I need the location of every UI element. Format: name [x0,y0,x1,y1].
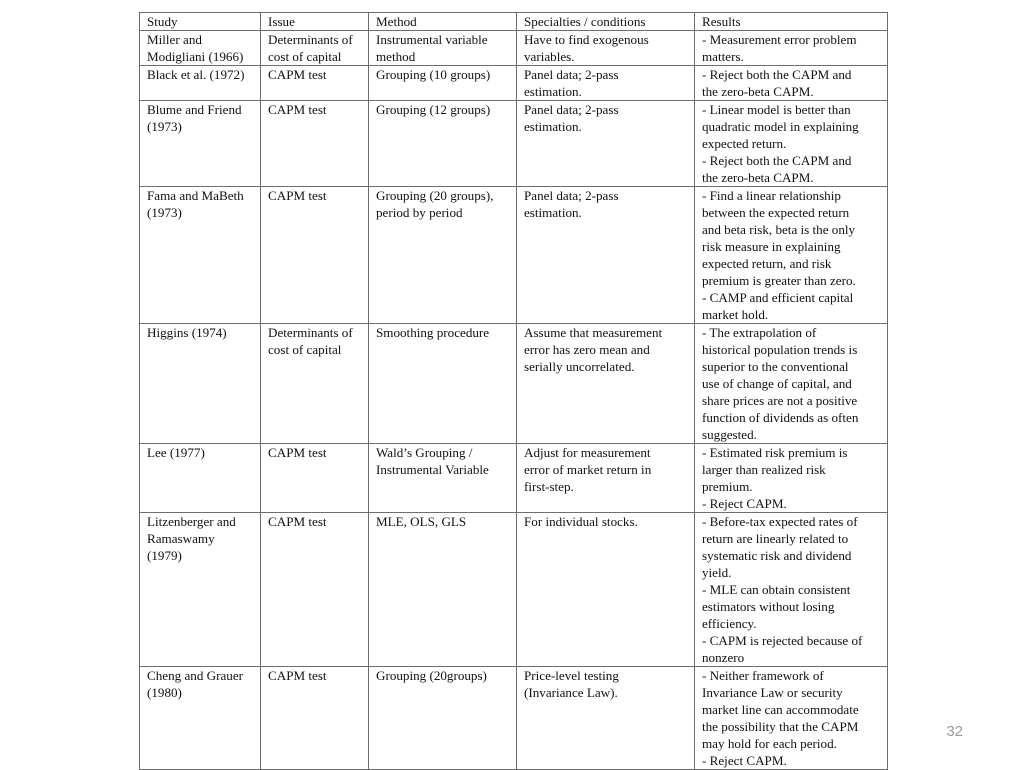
cell-conditions [517,324,695,444]
cell-study [140,667,261,770]
cell-study [140,101,261,187]
table-row [140,31,888,66]
conditions-text-line: Panel data; 2-pass [524,102,619,117]
results-text-line: - Measurement error problem [702,32,857,47]
issue-text-line: Determinants of [268,325,353,340]
results-text-line: superior to the conventional [702,359,849,374]
study-text-line: (1973) [147,205,182,220]
cell-conditions [517,31,695,66]
study-text-line: Blume and Friend [147,102,242,117]
cell-issue [261,324,369,444]
method-text-line: method [376,49,416,64]
cell-method [369,324,517,444]
conditions-text-line: (Invariance Law). [524,685,618,700]
method-text-line: Grouping (20groups) [376,668,487,683]
cell-study [140,187,261,324]
study-text-line: (1979) [147,548,182,563]
cell-issue [261,667,369,770]
method-text-line: Instrumental Variable [376,462,489,477]
issue-text-line: CAPM test [268,67,327,82]
conditions-text-line: error of market return in [524,462,652,477]
issue-text-line: CAPM test [268,445,327,460]
table-row [140,187,888,324]
conditions-text-line: estimation. [524,205,582,220]
table-header-row [140,13,888,31]
results-text-line: yield. [702,565,732,580]
table-row [140,444,888,513]
results-text-line: - CAPM is rejected because of [702,633,863,648]
conditions-text-line: Price-level testing [524,668,619,683]
cell-method [369,66,517,101]
study-text-line: Miller and [147,32,202,47]
results-text-line: historical population trends is [702,342,858,357]
conditions-text-line: error has zero mean and [524,342,650,357]
study-text-line: (1973) [147,119,182,134]
results-text-line: market line can accommodate [702,702,859,717]
study-text-line: Modigliani (1966) [147,49,244,64]
method-text-line: Instrumental variable [376,32,488,47]
cell-conditions [517,444,695,513]
results-text-line: risk measure in explaining [702,239,841,254]
results-text-line: may hold for each period. [702,736,837,751]
cell-conditions [517,667,695,770]
cell-issue [261,187,369,324]
header-results: Results [695,13,888,31]
results-text-line: nonzero [702,650,745,665]
table-row [140,66,888,101]
issue-text-line: Determinants of [268,32,353,47]
conditions-text-line: estimation. [524,119,582,134]
results-text-line: Invariance Law or security [702,685,843,700]
results-text-line: the zero-beta CAPM. [702,170,814,185]
table-body [140,31,888,770]
cell-method [369,513,517,667]
cell-results [695,444,888,513]
results-text-line: - Estimated risk premium is [702,445,848,460]
study-text-line: Ramaswamy [147,531,215,546]
results-text-line: premium is greater than zero. [702,273,856,288]
cell-results [695,187,888,324]
issue-text-line: CAPM test [268,668,327,683]
page-number: 32 [946,723,963,740]
header-study: Study [140,13,261,31]
cell-issue [261,444,369,513]
results-text-line: estimators without losing [702,599,835,614]
results-text-line: - Reject CAPM. [702,753,787,768]
results-text-line: - Before-tax expected rates of [702,514,858,529]
method-text-line: Wald’s Grouping / [376,445,473,460]
conditions-text-line: Panel data; 2-pass [524,67,619,82]
header-method: Method [369,13,517,31]
issue-text-line: cost of capital [268,342,342,357]
header-issue: Issue [261,13,369,31]
results-text-line: - MLE can obtain consistent [702,582,851,597]
results-text-line: - Reject both the CAPM and [702,153,852,168]
cell-study [140,66,261,101]
results-text-line: - Neither framework of [702,668,824,683]
study-text-line: Higgins (1974) [147,325,227,340]
results-text-line: the possibility that the CAPM [702,719,859,734]
results-text-line: use of change of capital, and [702,376,852,391]
study-text-line: Fama and MaBeth [147,188,244,203]
results-text-line: - Find a linear relationship [702,188,841,203]
results-text-line: - Reject both the CAPM and [702,67,852,82]
issue-text-line: CAPM test [268,102,327,117]
results-text-line: the zero-beta CAPM. [702,84,814,99]
cell-results [695,667,888,770]
results-text-line: premium. [702,479,753,494]
cell-issue [261,513,369,667]
cell-method [369,444,517,513]
method-text-line: Grouping (10 groups) [376,67,491,82]
method-text-line: Grouping (20 groups), [376,188,494,203]
results-text-line: expected return, and risk [702,256,832,271]
issue-text-line: CAPM test [268,514,327,529]
results-text-line: - CAMP and efficient capital [702,290,854,305]
results-text-line: - The extrapolation of [702,325,817,340]
results-text-line: and beta risk, beta is the only [702,222,856,237]
table-row [140,667,888,770]
results-text-line: larger than realized risk [702,462,826,477]
results-text-line: share prices are not a positive [702,393,858,408]
conditions-text-line: estimation. [524,84,582,99]
method-text-line: period by period [376,205,463,220]
cell-method [369,31,517,66]
results-text-line: suggested. [702,427,757,442]
literature-table-container [139,12,887,770]
cell-study [140,31,261,66]
cell-conditions [517,101,695,187]
cell-results [695,324,888,444]
cell-results [695,513,888,667]
cell-results [695,101,888,187]
results-text-line: - Linear model is better than [702,102,851,117]
method-text-line: Smoothing procedure [376,325,490,340]
cell-study [140,513,261,667]
cell-conditions [517,66,695,101]
literature-review-table [139,12,888,770]
cell-method [369,101,517,187]
cell-method [369,667,517,770]
conditions-text-line: first-step. [524,479,574,494]
results-text-line: function of dividends as often [702,410,859,425]
cell-results [695,66,888,101]
conditions-text-line: serially uncorrelated. [524,359,635,374]
study-text-line: Lee (1977) [147,445,205,460]
issue-text-line: cost of capital [268,49,342,64]
table-row [140,513,888,667]
conditions-text-line: variables. [524,49,575,64]
cell-method [369,187,517,324]
conditions-text-line: Assume that measurement [524,325,663,340]
conditions-text-line: Panel data; 2-pass [524,188,619,203]
cell-conditions [517,187,695,324]
results-text-line: systematic risk and dividend [702,548,852,563]
results-text-line: market hold. [702,307,769,322]
results-text-line: quadratic model in explaining [702,119,859,134]
results-text-line: - Reject CAPM. [702,496,787,511]
results-text-line: efficiency. [702,616,757,631]
issue-text-line: CAPM test [268,188,327,203]
cell-study [140,324,261,444]
results-text-line: between the expected return [702,205,850,220]
study-text-line: Litzenberger and [147,514,236,529]
cell-conditions [517,513,695,667]
cell-results [695,31,888,66]
method-text-line: Grouping (12 groups) [376,102,491,117]
results-text-line: matters. [702,49,744,64]
results-text-line: expected return. [702,136,787,151]
conditions-text-line: For individual stocks. [524,514,638,529]
cell-study [140,444,261,513]
study-text-line: Cheng and Grauer [147,668,243,683]
conditions-text-line: Have to find exogenous [524,32,649,47]
table-row [140,101,888,187]
cell-issue [261,31,369,66]
study-text-line: (1980) [147,685,182,700]
study-text-line: Black et al. (1972) [147,67,245,82]
header-specialties: Specialties / conditions [517,13,695,31]
method-text-line: MLE, OLS, GLS [376,514,467,529]
cell-issue [261,101,369,187]
conditions-text-line: Adjust for measurement [524,445,651,460]
table-row [140,324,888,444]
results-text-line: return are linearly related to [702,531,849,546]
cell-issue [261,66,369,101]
